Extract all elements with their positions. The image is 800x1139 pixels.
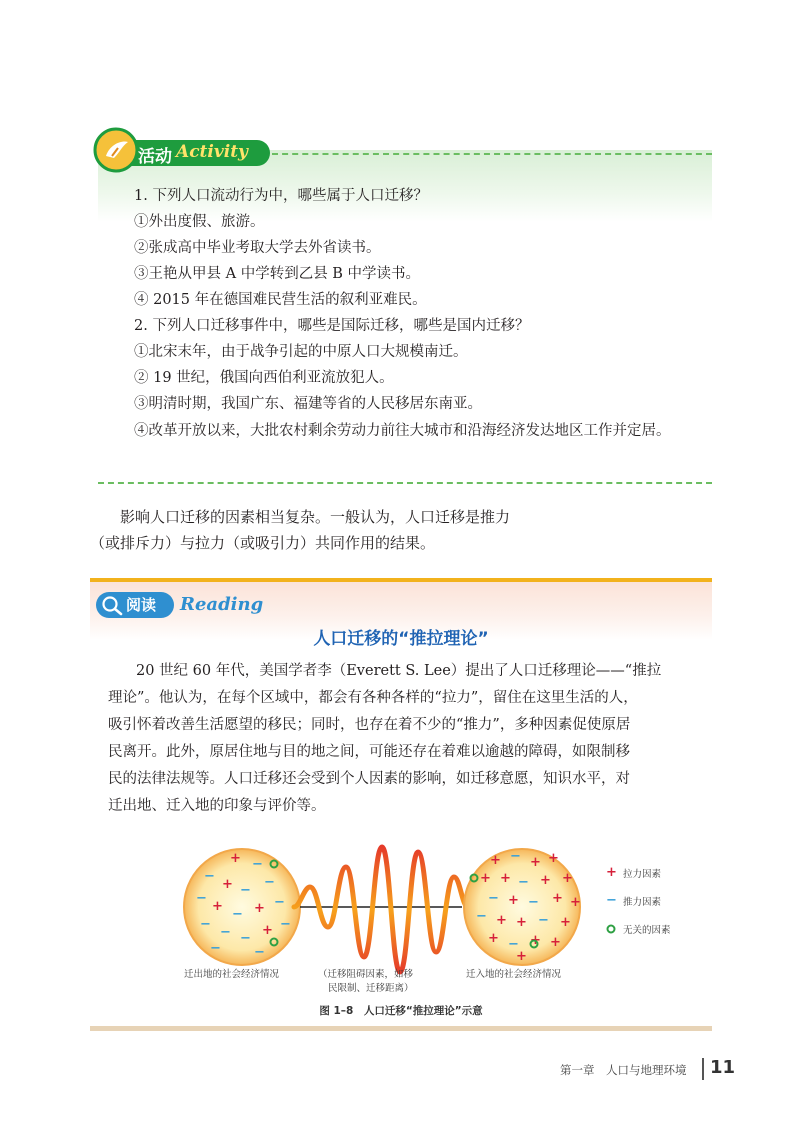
svg-text:+: + [254, 901, 265, 916]
magnifier-icon [100, 594, 124, 616]
q2-option-1: ①北宋末年，由于战争引起的中原人口大规模南迁。 [134, 344, 468, 360]
svg-text:+: + [530, 855, 541, 870]
q1-option-1: ①外出度假、旅游。 [134, 214, 265, 230]
svg-text:+: + [222, 877, 233, 892]
legend-pull-label: 拉力因素 [623, 869, 662, 880]
svg-text:−: − [210, 941, 221, 956]
svg-text:−: − [606, 893, 617, 908]
svg-text:+: + [552, 891, 563, 906]
svg-text:−: − [254, 945, 265, 960]
svg-text:+: + [212, 899, 223, 914]
svg-text:−: − [252, 857, 263, 872]
svg-text:+: + [516, 949, 527, 964]
svg-text:−: − [274, 895, 285, 910]
q1-option-2: ②张成高中毕业考取大学去外省读书。 [134, 240, 381, 256]
reading-bottom-bar [90, 1026, 712, 1031]
svg-text:−: − [508, 937, 519, 952]
activity-bottom-dashed-line [98, 482, 712, 484]
svg-text:+: + [560, 915, 571, 930]
q1-option-4: ④ 2015 年在德国难民营生活的叙利亚难民。 [134, 292, 427, 308]
intro-line-1: 影响人口迁移的因素相当复杂。一般认为，人口迁移是推力 [120, 508, 511, 526]
svg-text:+: + [570, 895, 581, 910]
svg-text:−: − [488, 891, 499, 906]
legend [606, 865, 617, 933]
activity-top-dashed-line [272, 153, 712, 155]
q1-option-3: ③王艳从甲县 A 中学转到乙县 B 中学读书。 [134, 266, 421, 282]
activity-label: 活动 [138, 147, 172, 167]
svg-text:+: + [496, 913, 507, 928]
svg-text:−: − [200, 917, 211, 932]
reading-top-bar [90, 578, 712, 582]
svg-text:+: + [490, 853, 501, 868]
q2-option-2: ② 19 世纪，俄国向西伯利亚流放犯人。 [134, 370, 394, 386]
svg-text:+: + [480, 871, 491, 886]
svg-text:+: + [548, 851, 559, 866]
reading-title: 人口迁移的“推拉理论” [313, 629, 489, 649]
svg-text:+: + [500, 871, 511, 886]
legend-neutral-label: 无关的因素 [623, 925, 671, 936]
activity-emblem-icon [92, 126, 140, 174]
reading-line-4: 民离开。此外，原居住地与目的地之间，可能还存在着难以逾越的障碍，如限制移 [108, 744, 630, 760]
svg-text:−: − [538, 913, 549, 928]
destination-label: 迁入地的社会经济情况 [466, 969, 562, 980]
question-1: 1. 下列人口流动行为中，哪些属于人口迁移？ [134, 188, 428, 204]
activity-label-en: Activity [176, 142, 248, 162]
svg-text:+: + [550, 935, 561, 950]
svg-text:−: − [510, 849, 521, 864]
svg-text:+: + [516, 915, 527, 930]
page-number: 11 [710, 1057, 736, 1078]
svg-text:−: − [240, 883, 251, 898]
reading-line-6: 迁出地、迁入地的印象与评价等。 [108, 798, 326, 814]
reading-line-3: 吸引怀着改善生活愿望的移民；同时，也存在着不少的“推力”，多种因素促使原居 [108, 717, 631, 733]
reading-label-en: Reading [180, 594, 264, 615]
svg-text:−: − [280, 917, 291, 932]
svg-text:+: + [508, 893, 519, 908]
svg-text:−: − [476, 909, 487, 924]
q2-option-3: ③明清时期，我国广东、福建等省的人民移居东南亚。 [134, 396, 482, 412]
svg-text:+: + [540, 873, 551, 888]
svg-text:+: + [562, 871, 573, 886]
svg-text:−: − [196, 891, 207, 906]
reading-line-2: 理论”。他认为，在每个区域中，都会有各种各样的“拉力”，留住在这里生活的人， [108, 690, 638, 706]
origin-circle [184, 849, 300, 965]
svg-text:−: − [204, 869, 215, 884]
svg-text:−: − [518, 875, 529, 890]
question-2: 2. 下列人口迁移事件中，哪些是国际迁移，哪些是国内迁移？ [134, 318, 530, 334]
legend-push-label: 推力因素 [623, 897, 662, 908]
footer-separator [702, 1058, 704, 1080]
obstacle-label-line-2: 民限制、迁移距离） [328, 983, 414, 994]
svg-text:+: + [262, 923, 273, 938]
obstacle-wave [294, 847, 468, 972]
reading-label: 阅读 [126, 596, 157, 614]
figure-caption: 图 1–8 人口迁移“推拉理论”示意 [319, 1005, 483, 1017]
q2-option-4: ④改革开放以来，大批农村剩余劳动力前往大城市和沿海经济发达地区工作并定居。 [134, 423, 671, 439]
svg-text:−: − [264, 875, 275, 890]
obstacle-label-line-1: （迁移阻碍因素，如移 [318, 969, 414, 980]
svg-text:−: − [240, 931, 251, 946]
reading-line-1: 20 世纪 60 年代，美国学者李（Everett S. Lee）提出了人口迁移理论——“推拉 [136, 663, 662, 679]
intro-line-2: （或排斥力）与拉力（或吸引力）共同作用的结果。 [90, 534, 436, 552]
svg-text:+: + [488, 931, 499, 946]
footer-chapter-title: 第一章 人口与地理环境 [560, 1063, 687, 1077]
svg-text:+: + [530, 933, 541, 948]
svg-text:−: − [528, 895, 539, 910]
reading-line-5: 民的法律法规等。人口迁移还会受到个人因素的影响，如迁移意愿，知识水平，对 [108, 771, 630, 787]
destination-circle [464, 849, 581, 965]
svg-text:−: − [232, 907, 243, 922]
svg-text:−: − [220, 925, 231, 940]
svg-text:+: + [230, 851, 241, 866]
svg-text:+: + [606, 865, 617, 880]
origin-label: 迁出地的社会经济情况 [184, 969, 280, 980]
